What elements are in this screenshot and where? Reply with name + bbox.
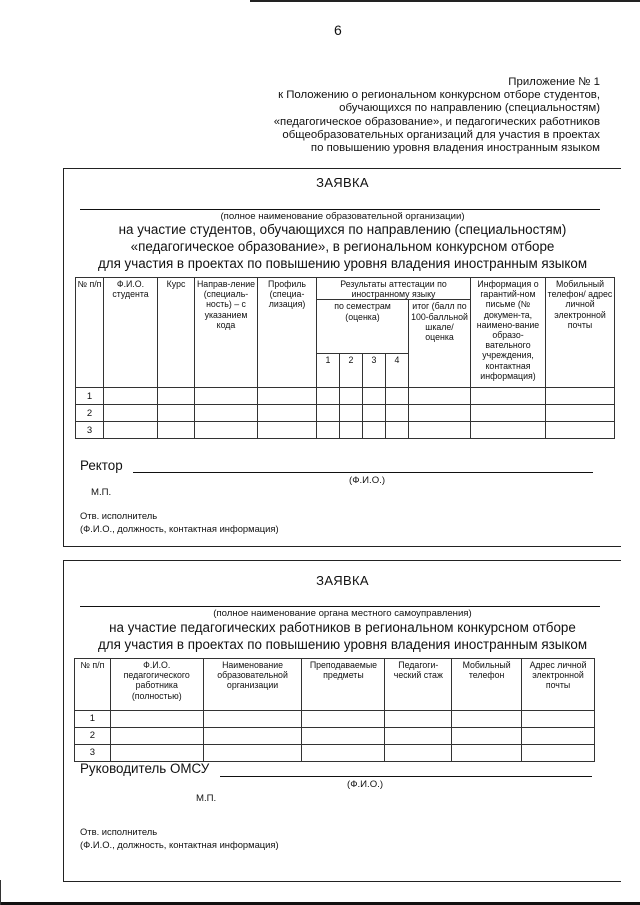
cell[interactable] xyxy=(195,405,258,422)
row-number: 1 xyxy=(76,388,104,405)
cell[interactable] xyxy=(104,422,158,439)
cell[interactable] xyxy=(522,745,595,762)
teacher-application-form xyxy=(63,560,621,882)
form-title: ЗАЯВКА xyxy=(316,573,369,588)
header-guarantee: Информация о гарантий-ном письме (№ докумен-та, наимено-вание образо-вательного учреждения, контактная информация) xyxy=(471,278,546,388)
cell[interactable] xyxy=(546,405,615,422)
table-row xyxy=(76,388,615,405)
cell[interactable] xyxy=(203,728,302,745)
cell[interactable] xyxy=(386,388,409,405)
cell[interactable] xyxy=(522,711,595,728)
table-row xyxy=(76,422,615,439)
cell[interactable] xyxy=(385,711,452,728)
header-total: итог (балл по 100-балльной шкале/ оценка xyxy=(409,300,471,388)
cell[interactable] xyxy=(258,388,317,405)
cell[interactable] xyxy=(110,711,203,728)
header-semester-4: 4 xyxy=(386,354,409,388)
responsible-block xyxy=(80,826,279,851)
scan-edge-top xyxy=(250,0,640,2)
appendix-title: Приложение № 1 xyxy=(508,76,600,88)
stamp-label: М.П. xyxy=(196,793,217,804)
appendix-line: общеобразовательных организаций для участия в проектах xyxy=(282,128,600,141)
cell[interactable] xyxy=(340,422,363,439)
organization-caption: (полное наименование образовательной организации) xyxy=(220,211,465,222)
cell[interactable] xyxy=(363,405,386,422)
appendix-line: «педагогическое образование», и педагогических работников xyxy=(273,115,600,128)
cell[interactable] xyxy=(386,422,409,439)
row-number: 2 xyxy=(75,728,111,745)
page-number: 6 xyxy=(334,22,342,38)
cell[interactable] xyxy=(385,728,452,745)
cell[interactable] xyxy=(158,388,195,405)
rector-signature-field[interactable] xyxy=(133,472,593,473)
cell[interactable] xyxy=(363,388,386,405)
appendix-line: по повышению уровня владения иностранным языком xyxy=(310,142,600,155)
responsible-block xyxy=(80,510,279,535)
organization-name-field[interactable] xyxy=(80,209,600,210)
cell[interactable] xyxy=(195,422,258,439)
cell[interactable] xyxy=(302,745,385,762)
teachers-table xyxy=(74,658,595,762)
header-fio: Ф.И.О. педагогического работника (полностью) xyxy=(110,659,203,711)
responsible-caption: (Ф.И.О., должность, контактная информация) xyxy=(80,522,279,534)
cell[interactable] xyxy=(203,711,302,728)
row-number: 1 xyxy=(75,711,111,728)
cell[interactable] xyxy=(363,422,386,439)
cell[interactable] xyxy=(340,388,363,405)
cell[interactable] xyxy=(386,405,409,422)
rector-label: Ректор xyxy=(80,458,123,473)
cell[interactable] xyxy=(203,745,302,762)
row-number: 2 xyxy=(76,405,104,422)
header-semester-3: 3 xyxy=(363,354,386,388)
header-contact: Мобильный телефон/ адрес личной электронной почты xyxy=(546,278,615,388)
header-num: № п/п xyxy=(76,278,104,388)
cell[interactable] xyxy=(409,405,471,422)
header-profile: Профиль (специа-лизация) xyxy=(258,278,317,388)
purpose-line: для участия в проектах по повышению уровня владения иностранным языком xyxy=(97,637,588,652)
purpose-line: для участия в проектах по повышению уровня владения иностранным языком xyxy=(97,256,588,271)
header-results: Результаты аттестации по иностранному языку xyxy=(317,278,471,300)
cell[interactable] xyxy=(317,388,340,405)
municipality-name-field[interactable] xyxy=(80,606,600,607)
purpose-line: «педагогическое образование», в региональном конкурсном отборе xyxy=(130,239,555,254)
responsible-label: Отв. исполнитель xyxy=(80,510,158,521)
form-title: ЗАЯВКА xyxy=(316,175,369,190)
table-row xyxy=(75,728,595,745)
cell[interactable] xyxy=(409,388,471,405)
header-fio: Ф.И.О. студента xyxy=(104,278,158,388)
stamp-label: М.П. xyxy=(91,487,112,498)
header-course: Курс xyxy=(158,278,195,388)
head-omsu-label: Руководитель ОМСУ xyxy=(80,761,210,776)
header-semester-1: 1 xyxy=(317,354,340,388)
responsible-label: Отв. исполнитель xyxy=(80,826,158,837)
cell[interactable] xyxy=(452,728,522,745)
cell[interactable] xyxy=(471,388,546,405)
cell[interactable] xyxy=(546,388,615,405)
cell[interactable] xyxy=(452,711,522,728)
cell[interactable] xyxy=(340,405,363,422)
appendix-header xyxy=(220,76,600,155)
cell[interactable] xyxy=(110,728,203,745)
cell[interactable] xyxy=(258,422,317,439)
row-number: 3 xyxy=(76,422,104,439)
cell[interactable] xyxy=(104,388,158,405)
table-row xyxy=(76,405,615,422)
cell[interactable] xyxy=(385,745,452,762)
cell[interactable] xyxy=(104,405,158,422)
cell[interactable] xyxy=(546,422,615,439)
header-num: № п/п xyxy=(75,659,111,711)
cell[interactable] xyxy=(409,422,471,439)
cell[interactable] xyxy=(522,728,595,745)
table-row xyxy=(75,711,595,728)
table-row xyxy=(75,745,595,762)
responsible-caption: (Ф.И.О., должность, контактная информация) xyxy=(80,838,279,850)
header-experience: Педагоги-ческий стаж xyxy=(385,659,452,711)
header-semester-2: 2 xyxy=(340,354,363,388)
fio-caption: (Ф.И.О.) xyxy=(349,475,386,486)
cell[interactable] xyxy=(258,405,317,422)
cell[interactable] xyxy=(158,405,195,422)
head-omsu-signature-field[interactable] xyxy=(220,776,592,777)
cell[interactable] xyxy=(110,745,203,762)
appendix-line: к Положению о региональном конкурсном отборе студентов, xyxy=(278,89,600,102)
student-application-form xyxy=(63,168,621,547)
cell[interactable] xyxy=(452,745,522,762)
students-table xyxy=(75,277,615,439)
cell[interactable] xyxy=(471,422,546,439)
fio-caption: (Ф.И.О.) xyxy=(347,779,384,790)
scan-edge-left xyxy=(0,880,1,905)
header-phone: Мобильный телефон xyxy=(452,659,522,711)
cell[interactable] xyxy=(302,711,385,728)
municipality-caption: (полное наименование органа местного самоуправления) xyxy=(213,608,472,619)
cell[interactable] xyxy=(195,388,258,405)
cell[interactable] xyxy=(302,728,385,745)
header-direction: Направ-ление (специаль-ность) – с указанием кода xyxy=(195,278,258,388)
header-organization: Наименование образовательной организации xyxy=(203,659,302,711)
header-email: Адрес личной электронной почты xyxy=(522,659,595,711)
appendix-line: обучающихся по направлению (специальностям) xyxy=(339,102,600,115)
cell[interactable] xyxy=(317,422,340,439)
purpose-line: на участие педагогических работников в региональном конкурсном отборе xyxy=(109,620,576,635)
cell[interactable] xyxy=(158,422,195,439)
header-by-semester: по семестрам (оценка) xyxy=(317,300,409,354)
row-number: 3 xyxy=(75,745,111,762)
cell[interactable] xyxy=(317,405,340,422)
header-subjects: Преподаваемые предметы xyxy=(302,659,385,711)
purpose-line: на участие студентов, обучающихся по направлению (специальностям) xyxy=(118,222,567,237)
cell[interactable] xyxy=(471,405,546,422)
